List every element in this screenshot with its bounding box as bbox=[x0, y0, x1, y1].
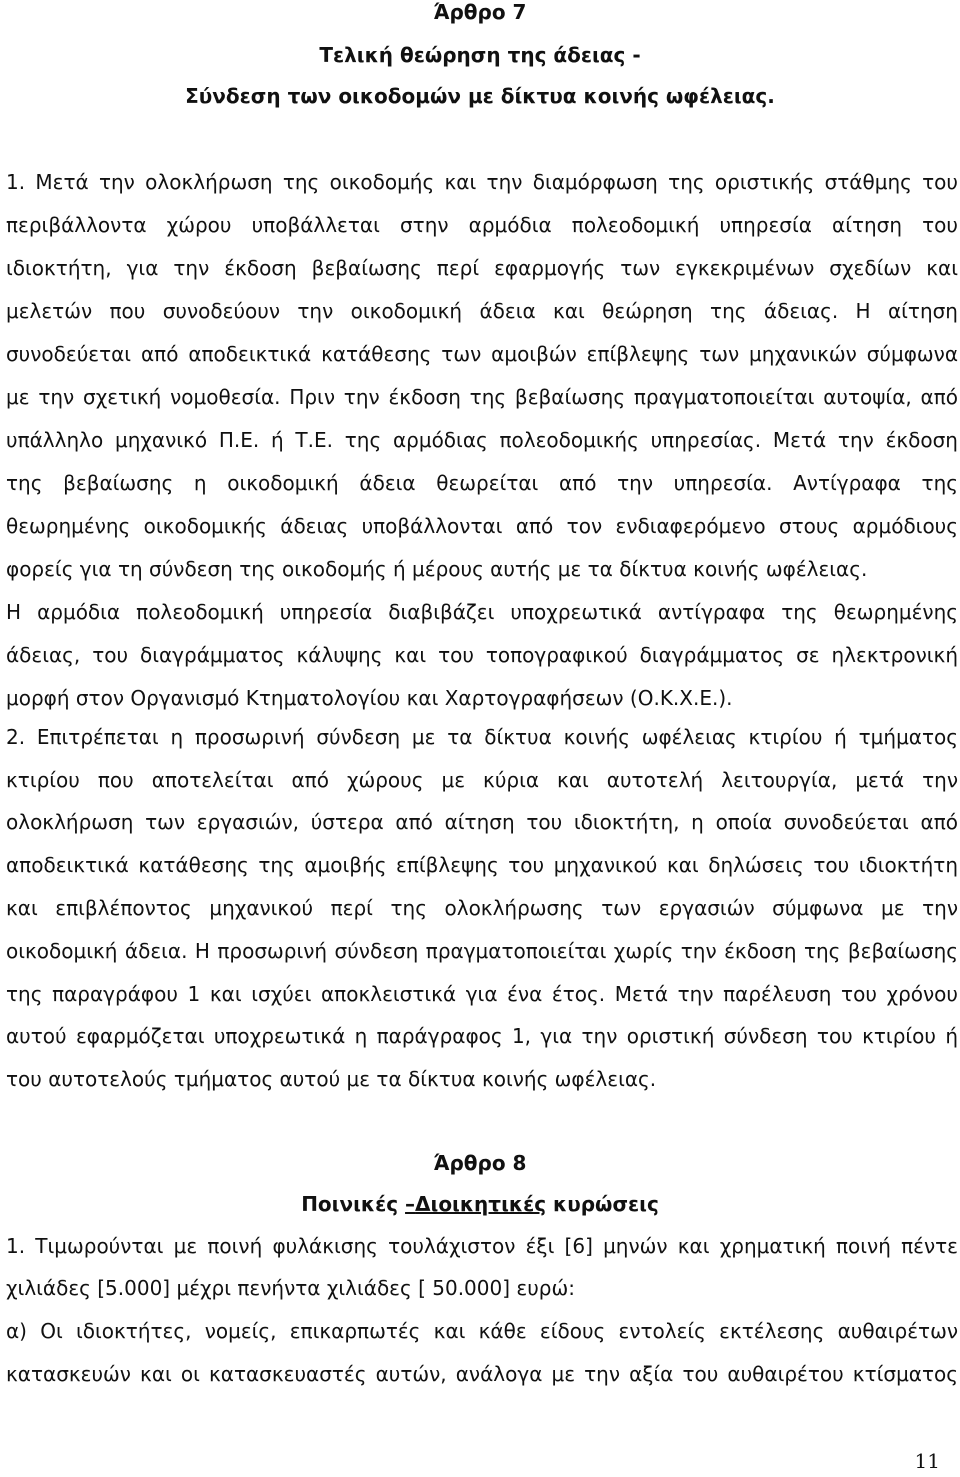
article-7-text-line: ιδιοκτήτη, για την έκδοση βεβαίωσης περί εφαρμογής των εγκεκριμένων σχεδίων και bbox=[6, 256, 958, 280]
article-7-text-line: της παραγράφου 1 και ισχύει αποκλειστικά για ένα έτος. Μετά την παρέλευση του χρόνου bbox=[6, 982, 958, 1006]
article-7-text-line: 1. Μετά την ολοκλήρωση της οικοδομής και την διαμόρφωση της οριστικής στάθμης του bbox=[6, 170, 958, 194]
article-8-subtitle-underlined: Διοικητικές bbox=[415, 1192, 547, 1216]
article-7-text-line: του αυτοτελούς τμήματος αυτού με τα δίκτυα κοινής ωφέλειας. bbox=[6, 1067, 657, 1091]
article-7-text-line: άδειας, του διαγράμματος κάλυψης και του τοπογραφικού διαγράμματος σε ηλεκτρονική bbox=[6, 643, 958, 667]
article-7-subtitle-line-1: Τελική θεώρηση της άδειας - bbox=[319, 43, 641, 67]
article-7-subtitle-line-2: Σύνδεση των οικοδομών με δίκτυα κοινής ωφέλειας. bbox=[185, 84, 775, 108]
article-7-text-line: 2. Επιτρέπεται η προσωρινή σύνδεση με τα δίκτυα κοινής ωφέλειας κτιρίου ή τμήματος bbox=[6, 725, 958, 749]
article-8-subtitle-prefix: Ποινικές bbox=[301, 1192, 406, 1216]
article-7-text-line: αυτού εφαρμόζεται υποχρεωτικά η παράγραφος 1, για την οριστική σύνδεση του κτιρίου ή bbox=[6, 1024, 958, 1048]
article-8-subtitle bbox=[0, 1184, 960, 1224]
article-8-text-line: α) Οι ιδιοκτήτες, νομείς, επικαρπωτές και κάθε είδους εντολείς εκτέλεσης αυθαιρέτων bbox=[6, 1319, 958, 1343]
article-7-text-line: με την σχετική νομοθεσία. Πριν την έκδοση της βεβαίωσης πραγματοποιείται αυτοψία, από bbox=[6, 385, 958, 409]
article-7-text-line: και επιβλέποντος μηχανικού περί της ολοκλήρωσης των εργασιών σύμφωνα με την bbox=[6, 896, 958, 920]
article-7-text-line: φορείς για τη σύνδεση της οικοδομής ή μέρους αυτής με τα δίκτυα κοινής ωφέλειας. bbox=[6, 557, 868, 581]
article-7-text-line: της βεβαίωσης η οικοδομική άδεια θεωρείται από την υπηρεσία. Αντίγραφα της bbox=[6, 471, 958, 495]
article-7-text-line: περιβάλλοντα χώρου υποβάλλεται στην αρμόδια πολεοδομική υπηρεσία αίτηση του bbox=[6, 213, 958, 237]
article-8-text-line: 1. Τιμωρούνται με ποινή φυλάκισης τουλάχιστον έξι [6] μηνών και χρηματική ποινή πέντε bbox=[6, 1234, 958, 1258]
article-8-text-line: κατασκευών και οι κατασκευαστές αυτών, ανάλογα με την αξία του αυθαιρέτου κτίσματος bbox=[6, 1362, 958, 1386]
article-7-title: Άρθρο 7 bbox=[433, 0, 527, 24]
article-7-text-line: υπάλληλο μηχανικό Π.Ε. ή Τ.Ε. της αρμόδιας πολεοδομικής υπηρεσίας. Μετά την έκδοση bbox=[6, 428, 958, 452]
article-7-text-line: μελετών που συνοδεύουν την οικοδομική άδεια και θεώρηση της άδειας. Η αίτηση bbox=[6, 299, 958, 323]
article-7-text-line: κτιρίου που αποτελείται από χώρους με κύρια και αυτοτελή λειτουργία, μετά την bbox=[6, 768, 958, 792]
article-7-text-line: μορφή στον Οργανισμό Κτηματολογίου και Χαρτογραφήσεων (Ο.Κ.Χ.Ε.). bbox=[6, 686, 733, 710]
article-8-subtitle-dash: – bbox=[405, 1192, 416, 1216]
article-8-text-line: χιλιάδες [5.000] μέχρι πενήντα χιλιάδες [ 50.000] ευρώ: bbox=[6, 1276, 575, 1300]
article-7-text-line: αποδεικτικά κατάθεσης της αμοιβής επίβλεψης του μηχανικού και δηλώσεις του ιδιοκτήτη bbox=[6, 853, 958, 877]
article-8-title: Άρθρο 8 bbox=[433, 1151, 527, 1175]
article-7-text-line: Η αρμόδια πολεοδομική υπηρεσία διαβιβάζει υποχρεωτικά αντίγραφα της θεωρημένης bbox=[6, 600, 958, 624]
page-number: 11 bbox=[914, 1449, 940, 1473]
article-7-text-line: οικοδομική άδεια. Η προσωρινή σύνδεση πραγματοποιείται χωρίς την έκδοση της βεβαίωσης bbox=[6, 939, 958, 963]
article-7-text-line: ολοκλήρωση των εργασιών, ύστερα από αίτηση του ιδιοκτήτη, η οποία συνοδεύεται από bbox=[6, 810, 958, 834]
article-7-text-line: θεωρημένης οικοδομικής άδειας υποβάλλονται από τον ενδιαφερόμενο στους αρμόδιους bbox=[6, 514, 958, 538]
article-8-subtitle-suffix: κυρώσεις bbox=[546, 1192, 659, 1216]
article-7-text-line: συνοδεύεται από αποδεικτικά κατάθεσης των αμοιβών επίβλεψης των μηχανικών σύμφωνα bbox=[6, 342, 958, 366]
